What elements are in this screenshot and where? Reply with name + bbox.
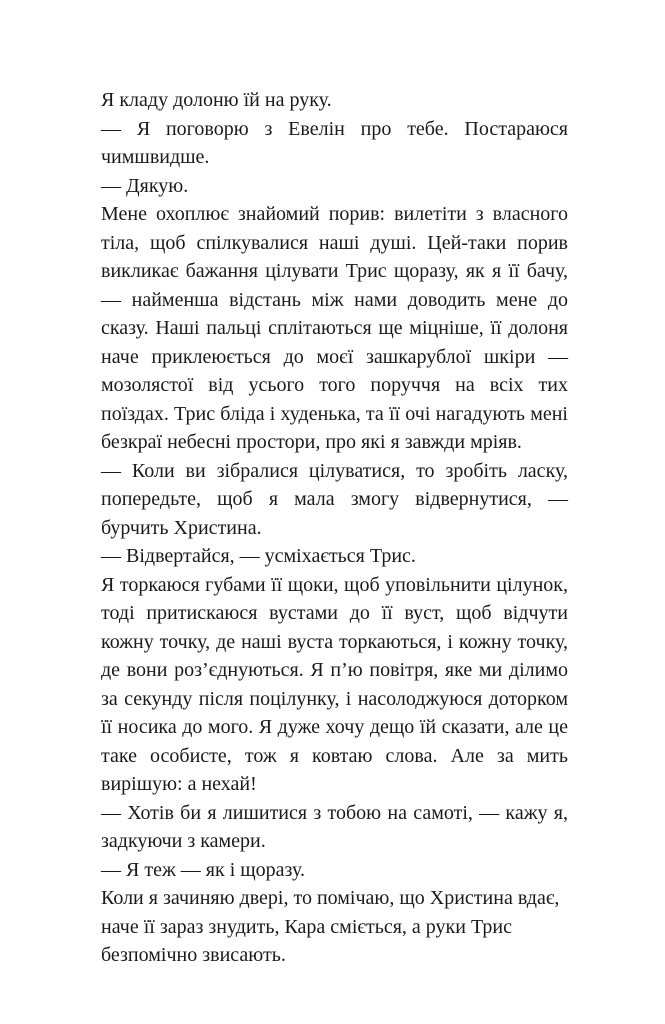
paragraph: Я кладу долоню їй на руку.: [101, 89, 332, 111]
dialogue-line: — Відвертайся, — усміхається Трис.: [101, 545, 416, 567]
dialogue-line: — Я теж — як і щоразу.: [101, 858, 306, 881]
book-page-text: [101, 86, 568, 970]
paragraph: Коли я зачиняю двері, то помічаю, що Христина вдає, наче її зараз знудить, Кара сміється, а руки Трис безпомічно звисають.: [101, 887, 560, 966]
dialogue-line: — Я поговорю з Евелін про тебе. Постараюся чимшвидше.: [101, 117, 568, 168]
dialogue-line: — Дякую.: [101, 174, 189, 197]
dialogue-line: — Коли ви зібралися цілуватися, то зробіть ласку, попередьте, щоб я мала змогу відвернутися, — бурчить Христина.: [101, 459, 568, 539]
paragraph: Мене охоплює знайомий порив: вилетіти з власного тіла, щоб спілкувалися наші душі. Цей-таки порив викликає бажання цілувати Трис щоразу, як я її бачу, — найменша відстань між нами доводить мене до сказу. Наші пальці сплітаються ще міцніше, її долоня наче приклеюється до моєї зашкарублої шкіри — мозолястої від усього того поруччя на всіх тих поїздах. Трис бліда і худенька, та її очі нагадують мені безкраї небесні простори, про які я завжди мріяв.: [101, 203, 568, 453]
dialogue-line: — Хотів би я лишитися з тобою на самоті, — кажу я, задкуючи з камери.: [101, 801, 568, 852]
paragraph: Я торкаюся губами її щоки, щоб уповільнити цілунок, тоді притискаюся вустами до її вуст, щоб відчути кожну точку, де наші вуста торкаються, і кожну точку, де вони роз’єднуються. Я п’ю повітря, яке ми ділимо за секунду після поцілунку, і насолоджуюся доторком її носика до мого. Я дуже хочу дещо їй сказати, але це таке особисте, тож я ковтаю слова. Але за мить вирішую: а нехай!: [101, 573, 568, 795]
